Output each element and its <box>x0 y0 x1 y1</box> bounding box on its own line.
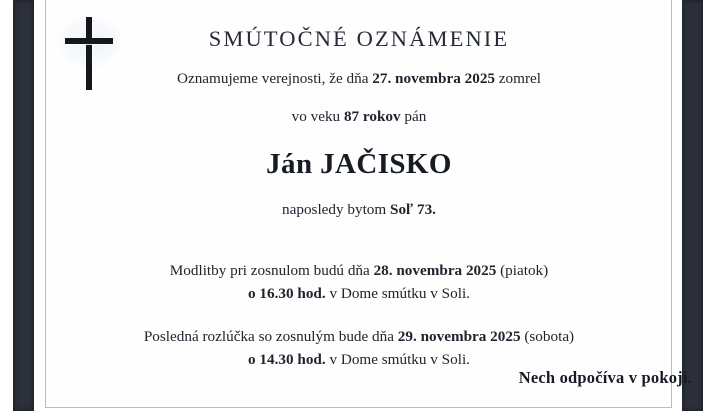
announce-suffix: zomrel <box>495 70 541 87</box>
farewell-prefix: Posledná rozlúčka so zosnulým bude dňa <box>143 328 398 345</box>
farewell-block <box>60 327 658 369</box>
age-suffix: pán <box>400 108 427 125</box>
farewell-place: v Dome smútku v Soli. <box>325 351 470 368</box>
deceased-name: Ján JAČISKO <box>266 148 452 180</box>
prayers-date: 28. novembra 2025 <box>373 262 497 279</box>
page-title: SMÚTOČNÉ OZNÁMENIE <box>208 26 510 51</box>
age-value: 87 rokov <box>343 108 401 125</box>
farewell-weekday: (sobota) <box>520 328 575 345</box>
last-address-line <box>60 200 658 219</box>
farewell-time-line <box>60 350 658 369</box>
age-prefix: vo veku <box>291 108 344 125</box>
farewell-date-line <box>60 327 658 346</box>
address-value: Soľ 73. <box>390 201 436 218</box>
announcement-content <box>46 0 672 408</box>
announce-prefix: Oznamujeme verejnosti, že dňa <box>177 70 373 87</box>
prayers-weekday: (piatok) <box>496 262 549 279</box>
farewell-date: 29. novembra 2025 <box>397 328 521 345</box>
farewell-time: o 14.30 hod. <box>248 351 326 368</box>
prayers-time-line <box>60 284 658 303</box>
mourning-band-left <box>13 0 34 411</box>
closing-blessing: Nech odpočíva v pokoji. <box>518 368 692 387</box>
date-of-death: 27. novembra 2025 <box>372 70 496 87</box>
prayers-place: v Dome smútku v Soli. <box>325 285 470 302</box>
mourning-band-right <box>682 0 703 411</box>
prayers-block <box>60 261 658 303</box>
age-line <box>60 107 658 126</box>
prayers-time: o 16.30 hod. <box>248 285 326 302</box>
death-announcement-line <box>60 69 658 88</box>
address-prefix: naposledy bytom <box>282 201 391 218</box>
prayers-prefix: Modlitby pri zosnulom budú dňa <box>169 262 374 279</box>
prayers-date-line <box>60 261 658 280</box>
